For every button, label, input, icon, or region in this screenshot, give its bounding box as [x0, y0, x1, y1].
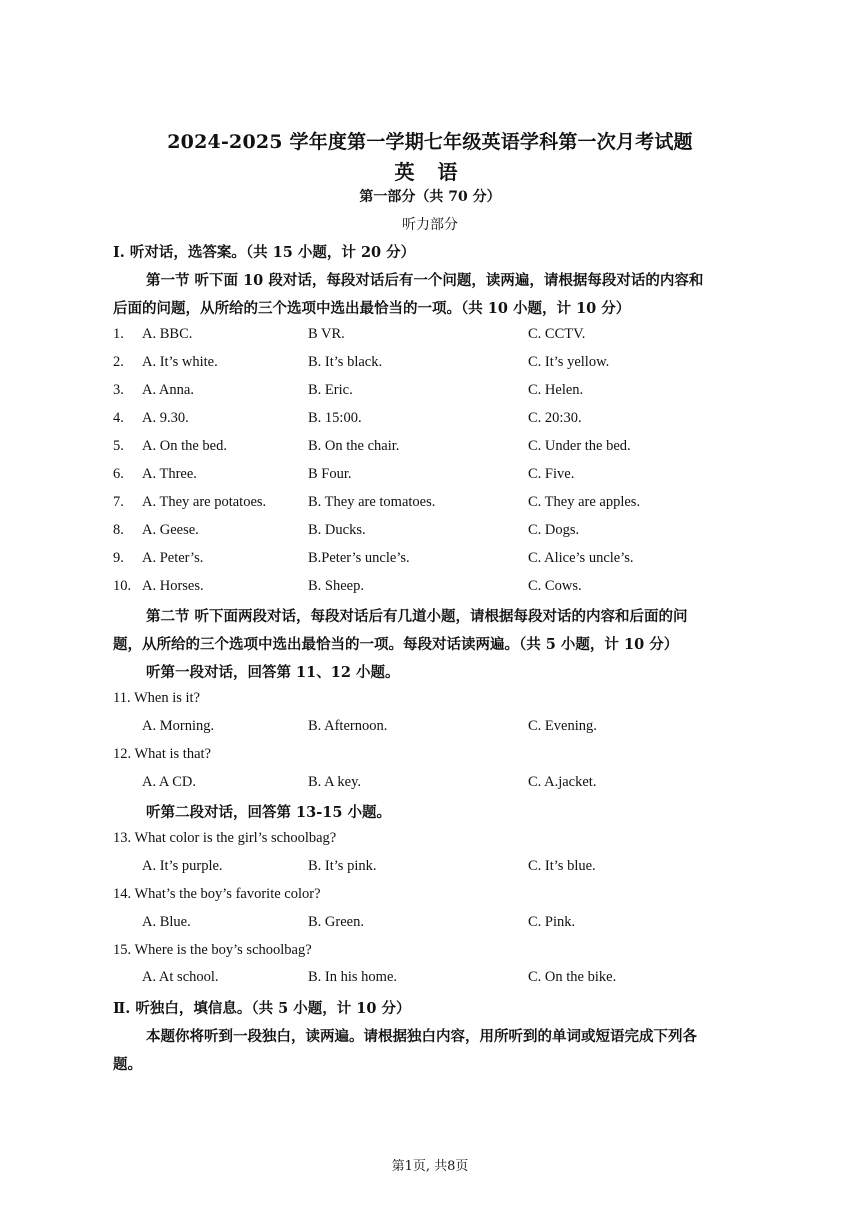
section1-instructions-line1: 第一节 听下面 10 段对话，每段对话后有一个问题，读两遍，请根据每段对话的内容和 [146, 272, 704, 289]
option-c: C. CCTV. [528, 326, 586, 342]
question-number: 9. [113, 550, 124, 566]
listening-title: 听力部分 [402, 217, 458, 233]
question-12-text: 12. What is that? [113, 746, 211, 762]
question-number: 2. [113, 354, 124, 370]
dialog1-instruction: 听第一段对话，回答第 11、12 小题。 [146, 664, 400, 681]
option-a: A. Horses. [142, 578, 204, 594]
option-b: B. Sheep. [308, 578, 364, 594]
option-c: C. Under the bed. [528, 438, 631, 454]
option-a: A. Peter’s. [142, 550, 204, 566]
section2-heading: Ⅱ. 听独白，填信息。（共 5 小题，计 10 分） [113, 1000, 411, 1017]
option-b: B. Ducks. [308, 522, 366, 538]
question-number: 1. [113, 326, 124, 342]
q12-option-c: C. A.jacket. [528, 774, 597, 790]
option-a: A. It’s white. [142, 354, 218, 370]
option-b: B. Eric. [308, 382, 353, 398]
q11-option-c: C. Evening. [528, 718, 597, 734]
exam-title: 2024-2025 学年度第一学期七年级英语学科第一次月考试题 [167, 131, 693, 153]
section1-instructions-line2: 后面的问题，从所给的三个选项中选出最恰当的一项。（共 10 小题，计 10 分） [113, 300, 631, 317]
question-14-text: 14. What’s the boy’s favorite color? [113, 886, 321, 902]
section2-instructions-line2: 题。 [113, 1056, 142, 1073]
question-number: 7. [113, 494, 124, 510]
option-b: B.Peter’s uncle’s. [308, 550, 410, 566]
option-b: B VR. [308, 326, 345, 342]
option-b: B Four. [308, 466, 352, 482]
option-a: A. Three. [142, 466, 197, 482]
option-b: B. 15:00. [308, 410, 362, 426]
q12-option-a: A. A CD. [142, 774, 196, 790]
section1-part2-line2: 题，从所给的三个选项中选出最恰当的一项。每段对话读两遍。（共 5 小题，计 10 分） [113, 636, 679, 653]
q14-option-b: B. Green. [308, 914, 364, 930]
q12-option-b: B. A key. [308, 774, 362, 790]
q11-option-b: B. Afternoon. [308, 718, 388, 734]
option-a: A. They are potatoes. [142, 494, 267, 510]
option-b: B. It’s black. [308, 354, 383, 370]
question-number: 10. [113, 578, 132, 594]
option-a: A. On the bed. [142, 438, 227, 454]
question-15-text: 15. Where is the boy’s schoolbag? [113, 942, 312, 958]
question-number: 3. [113, 382, 124, 398]
q15-option-a: A. At school. [142, 969, 219, 985]
q15-option-b: B. In his home. [308, 969, 398, 985]
question-number: 5. [113, 438, 124, 454]
q13-option-b: B. It’s pink. [308, 858, 377, 874]
question-number: 6. [113, 466, 124, 482]
question-11-text: 11. When is it? [113, 690, 200, 706]
q15-option-c: C. On the bike. [528, 969, 617, 985]
option-a: A. Geese. [142, 522, 199, 538]
option-c: C. Cows. [528, 578, 582, 594]
option-c: C. Dogs. [528, 522, 580, 538]
q14-option-a: A. Blue. [142, 914, 191, 930]
option-a: A. Anna. [142, 382, 194, 398]
option-c: C. Alice’s uncle’s. [528, 550, 634, 566]
question-number: 4. [113, 410, 124, 426]
section1-heading: Ⅰ. 听对话，选答案。（共 15 小题，计 20 分） [113, 244, 416, 261]
option-a: A. 9.30. [142, 410, 189, 426]
q13-option-a: A. It’s purple. [142, 858, 223, 874]
q14-option-c: C. Pink. [528, 914, 576, 930]
option-a: A. BBC. [142, 326, 193, 342]
option-c: C. It’s yellow. [528, 354, 610, 370]
question-13-text: 13. What color is the girl’s schoolbag? [113, 830, 337, 846]
q11-option-a: A. Morning. [142, 718, 215, 734]
option-c: C. Five. [528, 466, 575, 482]
option-c: C. Helen. [528, 382, 584, 398]
part-title: 第一部分（共 70 分） [359, 189, 501, 205]
option-b: B. They are tomatoes. [308, 494, 436, 510]
option-c: C. They are apples. [528, 494, 641, 510]
section2-instructions-line1: 本题你将听到一段独白，读两遍。请根据独白内容，用所听到的单词或短语完成下列各 [146, 1028, 697, 1045]
option-c: C. 20:30. [528, 410, 582, 426]
page-number: 第1页, 共8页 [391, 1159, 469, 1174]
section1-part2-line1: 第二节 听下面两段对话，每段对话后有几道小题，请根据每段对话的内容和后面的问 [146, 608, 688, 625]
question-number: 8. [113, 522, 124, 538]
q13-option-c: C. It’s blue. [528, 858, 596, 874]
option-b: B. On the chair. [308, 438, 400, 454]
dialog2-instruction: 听第二段对话，回答第 13-15 小题。 [146, 804, 391, 821]
subject-title: 英 语 [394, 160, 466, 184]
